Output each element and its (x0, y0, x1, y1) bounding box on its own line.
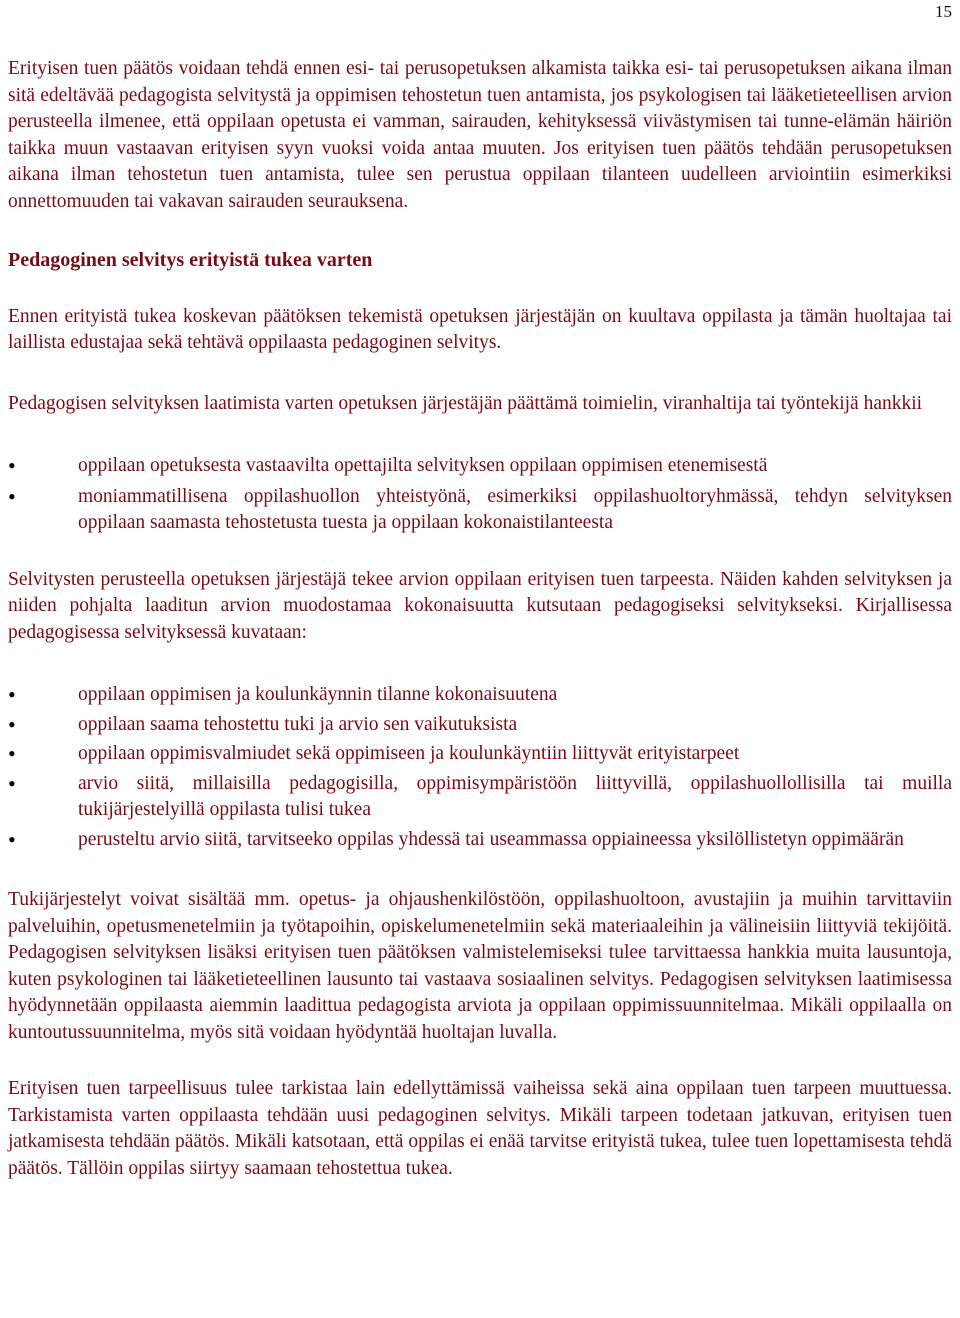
paragraph-2: Ennen erityistä tukea koskevan päätöksen tekemistä opetuksen järjestäjän on kuultava oppilasta ja tämän huoltajaa tai laillista edustajaa sekä tehtävä oppilaasta pedagoginen selvitys. (8, 305, 952, 353)
list-item: • arvio siitä, millaisilla pedagogisilla, oppimisympäristöön liittyvillä, oppilashuollollisilla tai muilla tukijärjestelyillä oppilasta tulisi tukea (8, 771, 952, 824)
bullet-list-2 (8, 682, 952, 853)
section-heading: Pedagoginen selvitys erityistä tukea varten (8, 249, 373, 271)
list-item: • perusteltu arvio siitä, tarvitseeko oppilas yhdessä tai useammassa oppiaineessa yksilöllistetyn oppimäärän (8, 827, 952, 854)
list-item: • moniammatillisena oppilashuollon yhteistyönä, esimerkiksi oppilashuoltoryhmässä, tehdyn selvityksen oppilaan saamasta tehostetusta tuesta ja oppilaan kokonaistilanteesta (8, 484, 952, 537)
list-item: • oppilaan oppimisen ja koulunkäynnin tilanne kokonaisuutena (8, 682, 952, 709)
list-item: • oppilaan saama tehostettu tuki ja arvio sen vaikutuksista (8, 712, 952, 739)
list-item: • oppilaan oppimisvalmiudet sekä oppimiseen ja koulunkäyntiin liittyvät erityistarpeet (8, 741, 952, 768)
list-item: • oppilaan opetuksesta vastaavilta opettajilta selvityksen oppilaan oppimisen etenemisestä (8, 453, 952, 480)
paragraph-1: Erityisen tuen päätös voidaan tehdä ennen esi- tai perusopetuksen alkamista taikka esi- tai perusopetuksen aikana ilman sitä edeltävää pedagogista selvitystä ja oppimisen tehostetun tuen antamista, jos psykologisen tai lääketieteellisen arvion perusteella ilmenee, että oppilaan opetusta ei vamman, sairauden, kehityksessä viivästymisen tai tunne-elämän häiriön taikka muun vastaavan erityisen syyn vuoksi voida antaa muuten. Jos erityisen tuen päätös tehdään perusopetuksen aikana ilman tehostetun tuen antamista, tulee sen perustua oppilaan tilanteen uudelleen arviointiin esimerkiksi onnettomuuden tai vakavan sairauden seurauksena. (8, 58, 952, 212)
paragraph-4: Selvitysten perusteella opetuksen järjestäjä tekee arvion oppilaan erityisen tuen tarpeesta. Näiden kahden selvityksen ja niiden pohjalta laaditun arvion muodostamaa kokonaisuutta kutsutaan pedagogiseksi selvitykseksi. Kirjallisessa pedagogisessa selvityksessä kuvataan: (8, 568, 952, 643)
document-body (8, 56, 952, 1182)
paragraph-3: Pedagogisen selvityksen laatimista varten opetuksen järjestäjän päättämä toimielin, viranhaltija tai työntekijä hankkii (8, 392, 923, 414)
bullet-list-1 (8, 453, 952, 537)
paragraph-5: Tukijärjestelyt voivat sisältää mm. opetus- ja ohjaushenkilöstöön, oppilashuoltoon, avustajiin ja muihin tarvittaviin palveluihin, opetusmenetelmiin ja työtapoihin, opiskelumenetelmiin sekä materiaaleihin ja välineisiin liittyviä tekijöitä. Pedagogisen selvityksen lisäksi erityisen tuen päätöksen valmistelemiseksi tulee tarvittaessa hankkia muita lausuntoja, kuten psykologinen tai lääketieteellinen lausunto tai vastaava sosiaalinen selvitys. Pedagogisen selvityksen laatimisessa hyödynnetään oppilaasta aiemmin laadittua pedagogista arviota ja oppilaan oppimissuunnitelmaa. Mikäli oppilaalla on kuntoutussuunnitelma, myös sitä voidaan hyödyntää huoltajan luvalla. (8, 889, 952, 1043)
paragraph-6: Erityisen tuen tarpeellisuus tulee tarkistaa lain edellyttämissä vaiheissa sekä aina oppilaan tuen tarpeen muuttuessa. Tarkistamista varten oppilaasta tehdään uusi pedagoginen selvitys. Mikäli tarpeen todetaan jatkuvan, erityisen tuen jatkamisesta tehdään päätös. Mikäli katsotaan, että oppilas ei enää tarvitse erityistä tukea, tulee tuen lopettamisesta tehdä päätös. Tällöin oppilas siirtyy saamaan tehostettua tukea. (8, 1078, 952, 1179)
page-number: 15 (935, 2, 952, 21)
